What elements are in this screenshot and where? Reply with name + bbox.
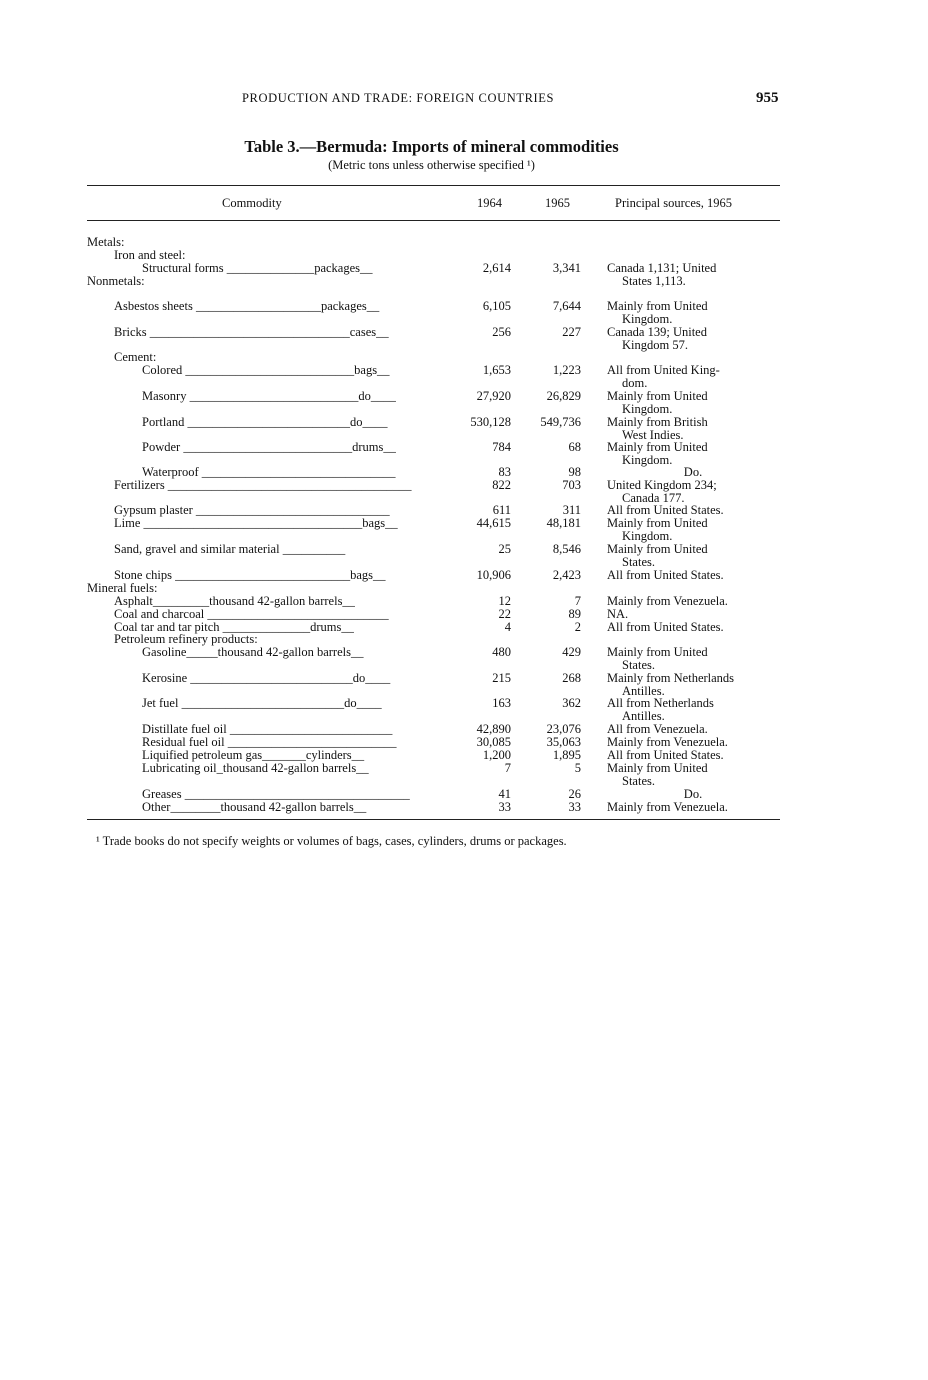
value-1965: 89 [568, 607, 581, 621]
table-row [0, 543, 928, 556]
commodity-label: Lubricating oil_thousand 42-gallon barrels__ [142, 761, 369, 775]
commodity-label: Metals: [87, 235, 125, 249]
value-1965: 311 [562, 503, 581, 517]
principal-sources: Mainly from Netherlands [607, 671, 735, 685]
table-row [0, 710, 928, 723]
table-row [0, 479, 928, 492]
value-1965: 2,423 [552, 568, 581, 582]
table-row [0, 300, 928, 313]
commodity-label: Coal and charcoal _____________________________ [114, 607, 389, 621]
table-row [0, 441, 928, 454]
value-1964: 41 [498, 787, 511, 801]
principal-sources: Mainly from United [607, 761, 708, 775]
table-row [0, 775, 928, 788]
value-1965: 429 [562, 645, 581, 659]
commodity-label: Asbestos sheets ____________________packages__ [114, 299, 380, 313]
value-1964: 33 [498, 800, 511, 814]
commodity-label: Gasoline_____thousand 42-gallon barrels__ [142, 645, 364, 659]
value-1964: 83 [498, 465, 511, 479]
principal-sources: Canada 139; United [607, 325, 707, 339]
table-subtitle: (Metric tons unless otherwise specified ¹) [328, 158, 535, 172]
principal-sources: United Kingdom 234; [607, 478, 717, 492]
commodity-label: Other________thousand 42-gallon barrels__ [142, 800, 367, 814]
value-1965: 549,736 [540, 415, 581, 429]
principal-sources: West Indies. [622, 428, 684, 442]
value-1964: 22 [498, 607, 511, 621]
value-1964: 4 [504, 620, 511, 634]
principal-sources: Do. [683, 787, 703, 801]
principal-sources: States 1,113. [622, 274, 686, 288]
table-row [0, 788, 928, 801]
table-row [0, 749, 928, 762]
commodity-label: Coal tar and tar pitch ______________drums__ [114, 620, 354, 634]
footnote: ¹ Trade books do not specify weights or volumes of bags, cases, cylinders, drums or packages. [96, 834, 567, 848]
column-header-commodity: Commodity [222, 196, 282, 210]
value-1965: 7,644 [552, 299, 581, 313]
principal-sources: Antilles. [622, 684, 665, 698]
value-1965: 2 [574, 620, 581, 634]
commodity-label: Kerosine __________________________do____ [142, 671, 391, 685]
value-1964: 611 [492, 503, 511, 517]
commodity-label: Iron and steel: [114, 248, 186, 262]
table-row [0, 633, 928, 646]
commodity-label: Portland __________________________do____ [142, 415, 388, 429]
table-row [0, 390, 928, 403]
value-1965: 68 [568, 440, 581, 454]
commodity-label: Bricks ________________________________cases__ [114, 325, 389, 339]
value-1965: 35,063 [546, 735, 581, 749]
principal-sources: Mainly from Venezuela. [607, 800, 728, 814]
commodity-label: Distillate fuel oil __________________________ [142, 722, 393, 736]
column-header-sources: Principal sources, 1965 [615, 196, 732, 210]
principal-sources: Kingdom. [622, 402, 673, 416]
table-row [0, 364, 928, 377]
value-1965: 8,546 [552, 542, 581, 556]
value-1964: 1,200 [482, 748, 511, 762]
principal-sources: All from United States. [607, 748, 724, 762]
commodity-label: Waterproof _______________________________ [142, 465, 396, 479]
principal-sources: Mainly from United [607, 440, 708, 454]
principal-sources: Kingdom. [622, 529, 673, 543]
table-row [0, 377, 928, 390]
value-1964: 215 [492, 671, 511, 685]
principal-sources: All from Netherlands [607, 696, 714, 710]
commodity-label: Powder ___________________________drums__ [142, 440, 396, 454]
table-top-rule [87, 185, 780, 186]
value-1965: 1,223 [552, 363, 581, 377]
commodity-label: Gypsum plaster _______________________________ [114, 503, 390, 517]
commodity-label: Lime ___________________________________bags__ [114, 516, 398, 530]
principal-sources: All from United States. [607, 620, 724, 634]
commodity-label: Masonry ___________________________do____ [142, 389, 396, 403]
value-1964: 530,128 [470, 415, 511, 429]
table-row [0, 403, 928, 416]
table-row [0, 249, 928, 262]
value-1965: 1,895 [552, 748, 581, 762]
value-1964: 784 [492, 440, 511, 454]
principal-sources: Mainly from United [607, 516, 708, 530]
value-1965: 7 [574, 594, 581, 608]
principal-sources: Mainly from Venezuela. [607, 594, 728, 608]
principal-sources: Antilles. [622, 709, 665, 723]
value-1964: 25 [498, 542, 511, 556]
commodity-label: Liquified petroleum gas_______cylinders__ [142, 748, 365, 762]
value-1965: 362 [562, 696, 581, 710]
value-1965: 227 [562, 325, 581, 339]
value-1964: 10,906 [476, 568, 511, 582]
principal-sources: NA. [607, 607, 629, 621]
table-row [0, 351, 928, 364]
value-1965: 3,341 [552, 261, 581, 275]
commodity-label: Colored ___________________________bags__ [142, 363, 390, 377]
table-row [0, 416, 928, 429]
value-1964: 480 [492, 645, 511, 659]
value-1964: 27,920 [476, 389, 511, 403]
column-header-1964: 1964 [477, 196, 502, 210]
value-1965: 33 [568, 800, 581, 814]
value-1964: 256 [492, 325, 511, 339]
principal-sources: Mainly from British [607, 415, 708, 429]
value-1965: 48,181 [546, 516, 581, 530]
commodity-label: Petroleum refinery products: [114, 632, 258, 646]
principal-sources: Mainly from Venezuela. [607, 735, 728, 749]
principal-sources: dom. [622, 376, 648, 390]
principal-sources: Mainly from United [607, 542, 708, 556]
principal-sources: Mainly from United [607, 389, 708, 403]
table-title: Table 3.—Bermuda: Imports of mineral commodities [244, 137, 619, 156]
table-row [0, 736, 928, 749]
commodity-label: Cement: [114, 350, 157, 364]
value-1965: 268 [562, 671, 581, 685]
value-1964: 44,615 [476, 516, 511, 530]
principal-sources: Kingdom. [622, 312, 673, 326]
table-row [0, 517, 928, 530]
value-1964: 30,085 [476, 735, 511, 749]
header-bottom-rule [87, 220, 780, 221]
table-row [0, 326, 928, 339]
principal-sources: Canada 1,131; United [607, 261, 717, 275]
value-1965: 26,829 [546, 389, 581, 403]
table-row [0, 697, 928, 710]
value-1964: 163 [492, 696, 511, 710]
commodity-label: Fertilizers _______________________________________ [114, 478, 412, 492]
value-1965: 98 [568, 465, 581, 479]
principal-sources: Kingdom. [622, 453, 673, 467]
commodity-label: Stone chips ____________________________bags__ [114, 568, 386, 582]
principal-sources: Mainly from United [607, 299, 708, 313]
table-row [0, 659, 928, 672]
value-1964: 42,890 [476, 722, 511, 736]
principal-sources: Kingdom 57. [622, 338, 688, 352]
running-header: PRODUCTION AND TRADE: FOREIGN COUNTRIES [242, 91, 555, 105]
commodity-label: Asphalt_________thousand 42-gallon barrels__ [114, 594, 355, 608]
table-row [0, 801, 928, 814]
principal-sources: Do. [683, 465, 703, 479]
principal-sources: All from United States. [607, 568, 724, 582]
table-row [0, 723, 928, 736]
value-1964: 2,614 [482, 261, 511, 275]
commodity-label: Residual fuel oil ___________________________ [142, 735, 397, 749]
principal-sources: All from Venezuela. [607, 722, 708, 736]
value-1964: 1,653 [482, 363, 511, 377]
principal-sources: All from United King- [607, 363, 720, 377]
value-1965: 5 [574, 761, 581, 775]
principal-sources: Canada 177. [622, 491, 685, 505]
principal-sources: States. [622, 555, 655, 569]
principal-sources: All from United States. [607, 503, 724, 517]
commodity-label: Mineral fuels: [87, 581, 158, 595]
table-row [0, 646, 928, 659]
value-1964: 12 [498, 594, 511, 608]
commodity-label: Sand, gravel and similar material __________ [114, 542, 346, 556]
value-1965: 26 [568, 787, 581, 801]
table-row [0, 762, 928, 775]
principal-sources: States. [622, 658, 655, 672]
value-1964: 6,105 [482, 299, 511, 313]
table-row [0, 672, 928, 685]
column-header-1965: 1965 [545, 196, 570, 210]
value-1965: 23,076 [546, 722, 581, 736]
table-bottom-rule [87, 819, 780, 820]
value-1964: 7 [504, 761, 511, 775]
page-number: 955 [756, 90, 779, 106]
commodity-label: Greases ____________________________________ [142, 787, 410, 801]
commodity-label: Jet fuel __________________________do____ [142, 696, 382, 710]
value-1965: 703 [562, 478, 581, 492]
commodity-label: Structural forms ______________packages__ [142, 261, 373, 275]
commodity-label: Nonmetals: [87, 274, 145, 288]
principal-sources: States. [622, 774, 655, 788]
value-1964: 822 [492, 478, 511, 492]
table-row [0, 275, 928, 288]
principal-sources: Mainly from United [607, 645, 708, 659]
